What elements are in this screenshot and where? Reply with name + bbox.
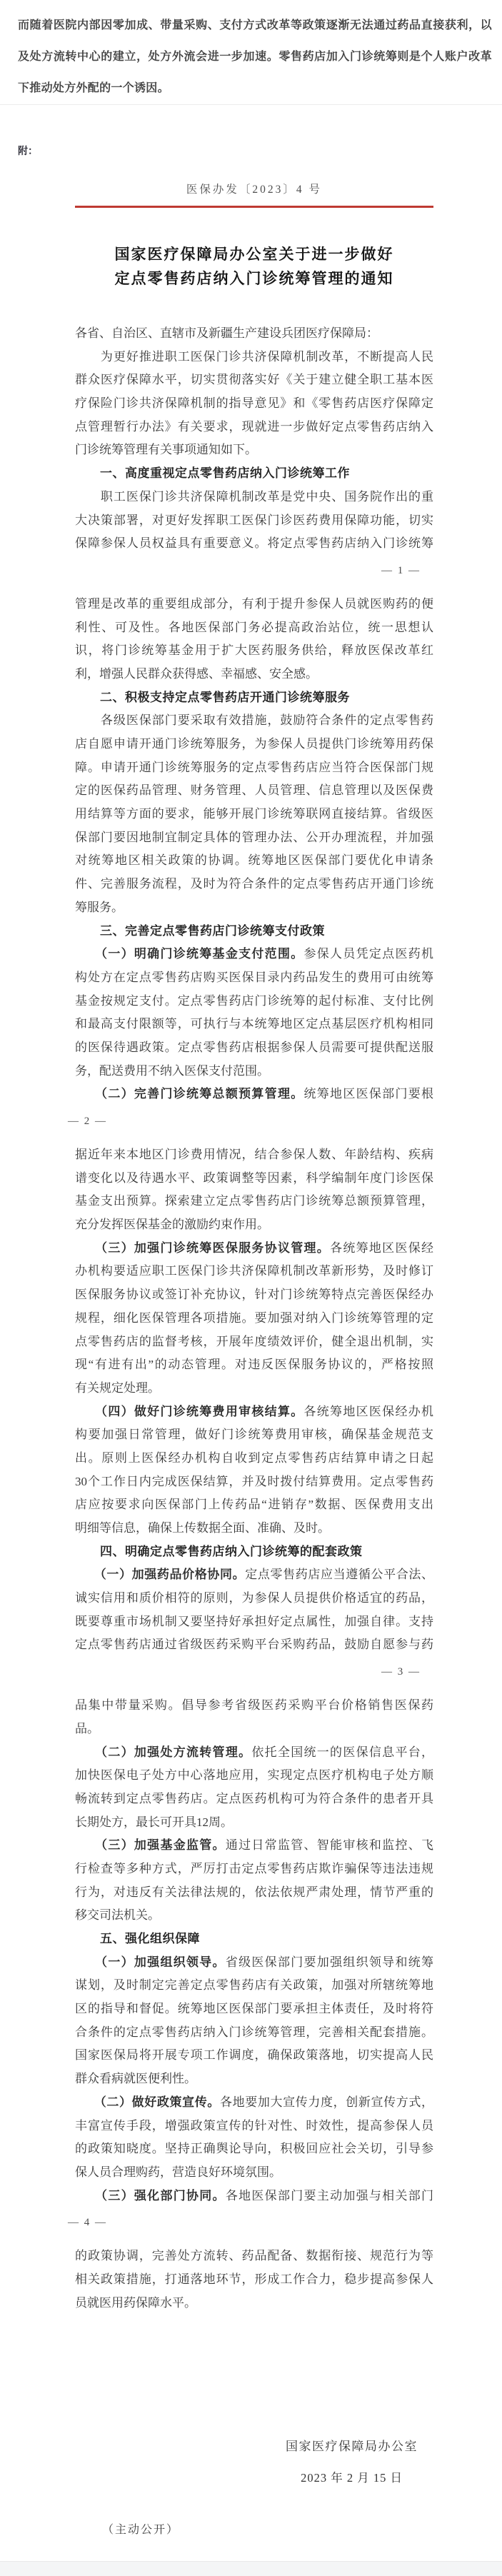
doc-line: 移交司法机关。: [75, 1908, 160, 1923]
doc-line-lead: （一）加强组织领导。: [75, 1955, 226, 1969]
doc-line: （一）加强组织领导。省级医保部门要加强组织领导和统筹: [75, 1955, 433, 1969]
doc-line: 谋划，及时制定完善定点零售药店有关政策，加强对所辖统筹地: [75, 1978, 433, 1993]
doc-line: 的政策协调，完善处方流转、药品配备、数据衔接、规范行为等: [75, 2249, 433, 2263]
doc-line: 品集中带量采购。倡导参考省级医药采购平台价格销售医保药: [75, 1698, 433, 1713]
doc-line: 基金支出预算。探索建立定点零售药店门诊统筹总额预算管理，: [75, 1194, 433, 1208]
page-number: — 2 —: [68, 1116, 107, 1127]
doc-line: 职工医保门诊共济保障机制改革是党中央、国务院作出的重: [75, 489, 433, 503]
doc-line: 群众医疗保障水平，切实贯彻落实好《关于建立健全职工基本医: [75, 373, 433, 387]
doc-line: 利，增强人民群众获得感、幸福感、安全感。: [75, 666, 318, 681]
doc-line: 行检查等多种方式，严厉打击定点零售药店欺诈骗保等违法违规: [75, 1861, 433, 1875]
section-heading: 三、完善定点零售药店门诊统筹支付政策: [100, 923, 325, 938]
doc-line: （三）加强基金监管。通过日常监管、智能审核和监控、飞: [75, 1838, 433, 1853]
doc-line: 构处方在定点零售药店购买医保目录内药品发生的费用可由统筹: [75, 970, 433, 984]
doc-line: 筹服务。: [75, 900, 124, 914]
section-heading: 五、强化组织保障: [100, 1932, 200, 1945]
doc-line: 长期处方，最长可开具12周。: [75, 1815, 233, 1829]
doc-line: 现“有进有出”的动态管理。对违反医保服务协议的，严格按照: [75, 1358, 433, 1372]
doc-line: 件、完善服务流程，及时为符合条件的定点零售药店开通门诊统: [75, 877, 433, 891]
doc-line: 和最高支付限额等，可执行与本统筹地区定点基层医疗机构相同: [75, 1017, 433, 1031]
doc-line-lead: （三）强化部门协同。: [75, 2188, 226, 2202]
doc-line: 加快医保电子处方中心落地应用，实现定点医疗机构电子处方顺: [75, 1768, 433, 1783]
doc-line: 诚实信用和质价相符的原则，为参保人员提供价格适宜的药品，: [75, 1591, 433, 1605]
commentary-paragraph: 而随着医院内部因零加成、带量采购、支付方式改革等政策逐渐无法通过药品直接获利，以及处方流转中心的建立，处方外流会进一步加速。零售药店加入门诊统筹则是个人账户改革下推动处方外配的一个诱因。: [18, 19, 492, 94]
doc-line-lead: （一）加强药品价格协同。: [75, 1568, 246, 1582]
doc-line: 办机构要适应职工医保门诊共济保障机制改革新形势，及时修订: [75, 1264, 433, 1278]
notice-title-line2: 定点零售药店纳入门诊统筹管理的通知: [114, 270, 394, 287]
doc-line: 据近年来本地区门诊费用情况，结合参保人数、年龄结构、疾病: [75, 1148, 433, 1161]
doc-line: 疗保险门诊共济保障机制的指导意见》和《零售药店医疗保障定: [75, 396, 433, 411]
doc-line: 定点零售药店通过省级医药采购平台采购药品，鼓励自愿参与药: [75, 1638, 433, 1652]
doc-line: （二）加强处方流转管理。依托全国统一的医保信息平台，: [75, 1745, 433, 1759]
doc-line-lead: （二）做好政策宣传。: [75, 2095, 220, 2109]
signature-block: [75, 2435, 433, 2489]
doc-line-lead: （二）完善门诊统筹总额预算管理。: [75, 1087, 304, 1101]
doc-line: 品。: [75, 1721, 99, 1735]
red-separator-line: [75, 206, 433, 208]
section-divider: [0, 104, 502, 105]
doc-line: 基金按规定支付。定点零售药店门诊统筹的起付标准、支付比例: [75, 993, 433, 1008]
doc-line: 丰富宣传手段，增强政策宣传的针对性、时效性，提高参保人员: [75, 2118, 433, 2133]
doc-line: 识，将门诊统筹基金用于扩大医药服务供给，释放医保改革红: [75, 643, 433, 658]
doc-line: 利性、可及性。各地医保部门务必提高政治站位，统一思想认: [75, 620, 433, 634]
doc-line: 各省、自治区、直辖市及新疆生产建设兵团医疗保障局：: [75, 326, 378, 340]
doc-line: 30个工作日内完成医保结算，并及时拨付结算费用。定点零售药: [75, 1474, 433, 1488]
page-number: — 3 —: [381, 1666, 421, 1678]
section-heading: 四、明确定点零售药店纳入门诊统筹的配套政策: [100, 1544, 363, 1558]
doc-line: 对统筹地区相关政策的协调。统筹地区医保部门要优化申请条: [75, 853, 433, 868]
doc-line: 合条件的定点零售药店纳入门诊统筹管理，完善相关配套措施。: [75, 2025, 433, 2039]
section-heading: 一、高度重视定点零售药店纳入门诊统筹工作: [100, 466, 350, 481]
doc-line: 的政策知晓度。坚持正确舆论导向，积极回应社会关切，引导参: [75, 2142, 433, 2156]
doc-line: （三）加强门诊统筹医保服务协议管理。各统筹地区医保经: [75, 1241, 433, 1255]
doc-line: 保障参保人员权益具有重要意义。将定点零售药店纳入门诊统筹: [75, 536, 433, 551]
notice-title: [75, 242, 433, 291]
doc-line-lead: （三）加强门诊统筹医保服务协议管理。: [75, 1241, 331, 1255]
doc-line: 规程，细化医保管理各项措施。要加强对纳入门诊统筹管理的定: [75, 1310, 433, 1325]
attachment-label: 附：: [18, 145, 38, 156]
doc-line: 员就医用药保障水平。: [75, 2295, 196, 2310]
doc-number: 医保办发〔2023〕4 号: [186, 184, 323, 196]
doc-line: 的医保待遇政策。定点零售药店根据参保人员需要可提供配送服: [75, 1040, 433, 1054]
doc-line: 明细等信息，确保上传数据全面、准确、及时。: [75, 1521, 330, 1535]
notice-title-line1: 国家医疗保障局办公室关于进一步做好: [114, 246, 394, 263]
doc-line: 障。申请开通门诊统筹服务的定点零售药店应当符合医保部门规: [75, 760, 433, 774]
doc-line: 点零售药店的监督考核，开展年度绩效评价，健全退出机制，实: [75, 1334, 433, 1348]
page-number: — 4 —: [68, 2217, 107, 2229]
doc-line: 用结算等方面的要求，能够开展门诊统筹联网直接结算。省级医: [75, 807, 433, 821]
doc-line: 点管理暂行办法》有关要求，现就进一步做好定点零售药店纳入: [75, 419, 433, 433]
page-number: — 1 —: [381, 564, 421, 576]
doc-line: 定的医保药品管理、财务管理、人员管理、信息管理以及医保费: [75, 783, 433, 798]
doc-body-lines: [68, 322, 433, 2315]
doc-line: （一）明确门诊统筹基金支付范围。参保人员凭定点医药机: [75, 947, 433, 961]
doc-line: 大决策部署，对更好发挥职工医保门诊医药费用保障功能，切实: [75, 513, 433, 527]
doc-line: 店自愿申请开通门诊统筹服务，为参保人员提供门诊统筹用药保: [75, 737, 433, 751]
doc-line: 国家医保局将开展专项工作调度，确保政策落地，切实提高人民: [75, 2048, 433, 2063]
doc-line: （一）加强药品价格协同。定点零售药店应当遵循公平合法、: [75, 1568, 433, 1582]
signature-date: 2023 年 2 月 15 日: [301, 2471, 403, 2485]
doc-line: 出。原则上医保经办机构自收到定点零售药店结算申请之日起: [75, 1450, 433, 1465]
footer-strip: [0, 2561, 502, 2576]
doc-line: 区的指导和督促。统筹地区医保部门要承担主体责任，及时将符: [75, 2002, 433, 2016]
doc-line: 保人员合理购药，营造良好环境氛围。: [75, 2165, 281, 2179]
scanned-notice: [68, 181, 433, 2537]
publicity-note: （主动公开）: [102, 2524, 180, 2537]
doc-line: 充分发挥医保基金的激励约束作用。: [75, 1218, 269, 1232]
doc-line: （四）做好门诊统筹费用审核结算。各统筹地区医保经办机: [75, 1404, 433, 1418]
doc-line: 构要加强日常管理，做好门诊统筹费用审核，确保基金规范支: [75, 1428, 433, 1442]
doc-line: 行为，对违反有关法律法规的，依法依规严肃处理，情节严重的: [75, 1885, 433, 1899]
doc-line: 店应按要求向医保部门上传药品“进销存”数据、医保费用支出: [75, 1498, 433, 1512]
doc-line: 谱变化以及待遇水平、政策调整等因素，科学编制年度门诊医保: [75, 1171, 433, 1185]
doc-line-lead: （三）加强基金监管。: [75, 1838, 226, 1853]
doc-line: 务，配送费用不纳入医保支付范围。: [75, 1063, 269, 1078]
doc-line: 保部门要因地制宜制定具体的管理办法、公开办理流程，并加强: [75, 830, 433, 844]
doc-line: 各级医保部门要采取有效措施，鼓励符合条件的定点零售药: [75, 713, 433, 728]
doc-line: 管理是改革的重要组成部分，有利于提升参保人员就医购药的便: [75, 596, 433, 611]
doc-line: 有关规定处理。: [75, 1380, 160, 1395]
doc-line: 既要尊重市场机制又要坚持好承担好定点属性，加强自律。支持: [75, 1614, 433, 1628]
doc-line: （三）强化部门协同。各地医保部门要主动加强与相关部门: [75, 2188, 433, 2202]
doc-line: 相关政策措施，打通落地环节，形成工作合力，稳步提高参保人: [75, 2272, 433, 2286]
doc-line-lead: （二）加强处方流转管理。: [75, 1745, 252, 1759]
section-heading: 二、积极支持定点零售药店开通门诊统筹服务: [100, 690, 350, 704]
doc-line: （二）完善门诊统筹总额预算管理。统筹地区医保部门要根: [75, 1087, 433, 1101]
doc-line: 为更好推进职工医保门诊共济保障机制改革，不断提高人民: [75, 349, 433, 364]
doc-line-lead: （一）明确门诊统筹基金支付范围。: [75, 947, 304, 961]
doc-line: 群众看病就医便利性。: [75, 2072, 196, 2086]
doc-line: （二）做好政策宣传。各地要加大宣传力度，创新宣传方式，: [75, 2095, 433, 2109]
doc-line: 门诊统筹管理有关事项通知如下。: [75, 443, 257, 457]
doc-line-lead: （四）做好门诊统筹费用审核结算。: [75, 1404, 304, 1418]
signature-office: 国家医疗保障局办公室: [286, 2440, 418, 2454]
doc-line: 畅流转到定点零售药店。定点医药机构可为符合条件的患者开具: [75, 1791, 433, 1805]
doc-line: 医保服务协议或签订补充协议，针对门诊统筹特点完善医保经办: [75, 1288, 433, 1302]
